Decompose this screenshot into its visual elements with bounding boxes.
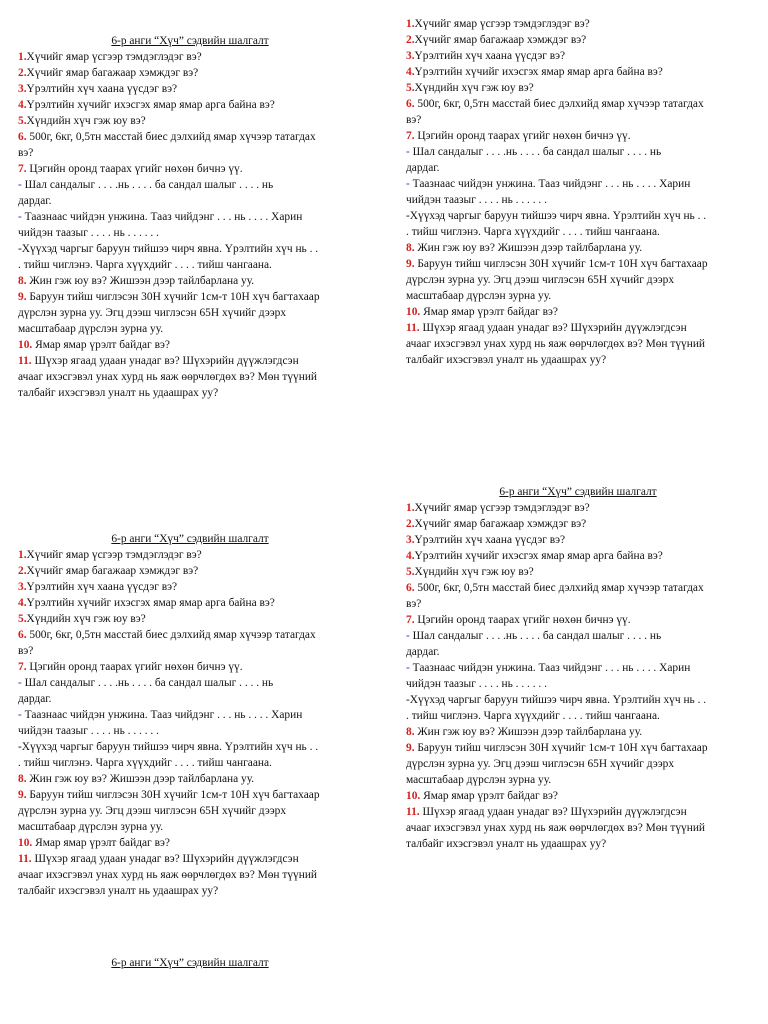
quiz-title: 6-р анги “Хүч” сэдвийн шалгалт <box>111 957 269 969</box>
fill-text: дардаг. <box>406 162 440 174</box>
question-number: 11. <box>406 322 420 334</box>
question-number: 6. <box>18 629 27 641</box>
question-line <box>406 564 750 580</box>
question-text: талбайг ихэсгэвэл уналт нь удаашрах уу? <box>406 354 607 366</box>
question-number: 5. <box>18 115 27 127</box>
fill-line <box>18 257 362 273</box>
question-line <box>18 113 362 129</box>
question-text: масштабаар дүрслэн зурна уу. <box>18 821 164 833</box>
question-text: Ямар ямар үрэлт байдаг вэ? <box>32 339 170 351</box>
question-text: Үрэлтийн хүчийг ихэсгэх ямар ямар арга байна вэ? <box>414 550 663 562</box>
question-number: 11. <box>18 853 32 865</box>
fill-line <box>406 660 750 676</box>
question-number: 2. <box>18 565 27 577</box>
question-line <box>406 288 750 304</box>
fill-text: чийдэн таазыг . . . . нь . . . . . . <box>406 194 547 206</box>
question-line <box>406 804 750 820</box>
question-line <box>18 771 362 787</box>
question-line <box>18 161 362 177</box>
question-text: Хүндийн хүч гэж юу вэ? <box>26 613 146 625</box>
fill-line <box>18 241 362 257</box>
question-line <box>18 65 362 81</box>
question-number: 1. <box>406 502 415 514</box>
dash-marker: - <box>406 146 410 158</box>
fill-line <box>406 176 750 192</box>
question-line <box>406 320 750 336</box>
question-text: 500г, 6кг, 0,5тн масстай биес дэлхийд ямар хүчээр татагдах <box>26 629 316 641</box>
question-number: 2. <box>406 518 415 530</box>
question-text: ачааг ихэсгэвэл унах хурд нь яаж өөрчлөгдөх вэ? Мөн түүний <box>406 822 706 834</box>
question-number: 2. <box>18 67 27 79</box>
question-number: 9. <box>18 291 27 303</box>
question-number: 7. <box>18 661 27 673</box>
question-text: 500г, 6кг, 0,5тн масстай биес дэлхийд ямар хүчээр татагдах <box>414 98 704 110</box>
question-number: 3. <box>406 534 415 546</box>
question-text: Хүчийг ямар үсгээр тэмдэглэдэг вэ? <box>26 51 202 63</box>
question-text: Хүндийн хүч гэж юу вэ? <box>414 566 534 578</box>
question-line <box>18 145 362 161</box>
question-line <box>406 772 750 788</box>
fill-text: дардаг. <box>406 646 440 658</box>
question-number: 9. <box>18 789 27 801</box>
question-line <box>18 273 362 289</box>
fill-text: Шал сандалыг . . . .нь . . . . ба сандал шалыг . . . . нь <box>21 677 274 689</box>
fill-text: Шал сандалыг . . . .нь . . . . ба сандал шалыг . . . . нь <box>409 630 662 642</box>
question-number: 10. <box>406 306 421 318</box>
question-line <box>406 516 750 532</box>
question-text: Жин гэж юу вэ? Жишээн дээр тайлбарлана уу. <box>414 726 643 738</box>
fill-text: . тийш чиглэнэ. Чарга хүүхдийг . . . . тийш чангаана. <box>406 226 660 238</box>
question-number: 3. <box>18 581 27 593</box>
question-line <box>18 385 362 401</box>
question-number: 4. <box>18 99 27 111</box>
question-line <box>406 128 750 144</box>
question-text: талбайг ихэсгэвэл уналт нь удаашрах уу? <box>406 838 607 850</box>
question-line <box>18 611 362 627</box>
fill-text: Шал сандалыг . . . .нь . . . . ба сандал шалыг . . . . нь <box>409 146 662 158</box>
fill-line <box>406 644 750 660</box>
fill-line <box>406 692 750 708</box>
question-number: 7. <box>406 130 415 142</box>
question-line <box>18 563 362 579</box>
question-line <box>18 659 362 675</box>
question-text: дүрслэн зурна уу. Эгц дээш чиглэсэн 65Н хүчийг дээрх <box>18 805 287 817</box>
question-line <box>18 883 362 899</box>
quiz-block-bottom-right <box>406 484 750 852</box>
question-number: 4. <box>406 550 415 562</box>
fill-text: дардаг. <box>18 195 52 207</box>
question-number: 10. <box>406 790 421 802</box>
question-line <box>18 97 362 113</box>
question-text: Шүхэр ягаад удаан унадаг вэ? Шүхэрийн дүүжлэгдсэн <box>31 853 299 865</box>
question-text: Баруун тийш чиглэсэн 30Н хүчийг 1см-т 10Н хүч багтахаар <box>414 258 708 270</box>
question-number: 8. <box>18 275 27 287</box>
dash-marker: - <box>18 211 22 223</box>
question-line <box>406 80 750 96</box>
question-text: ачааг ихэсгэвэл унах хурд нь яаж өөрчлөгдөх вэ? Мөн түүний <box>18 371 318 383</box>
question-text: Цэгийн оронд таарах үгийг нөхөн бичнэ үү. <box>414 130 631 142</box>
question-line <box>18 835 362 851</box>
question-number: 2. <box>406 34 415 46</box>
question-text: Хүндийн хүч гэж юу вэ? <box>414 82 534 94</box>
question-line <box>406 836 750 852</box>
question-line <box>406 532 750 548</box>
fill-text: . тийш чиглэнэ. Чарга хүүхдийг . . . . тийш чангаана. <box>406 710 660 722</box>
question-text: Үрэлтийн хүчийг ихэсгэх ямар ямар арга байна вэ? <box>26 99 275 111</box>
quiz-block-top-left <box>18 33 362 401</box>
question-text: Жин гэж юу вэ? Жишээн дээр тайлбарлана уу. <box>414 242 643 254</box>
question-text: Үрэлтийн хүчийг ихэсгэх ямар ямар арга байна вэ? <box>26 597 275 609</box>
fill-text: -Хүүхэд чаргыг баруун тийшээ чирч явна. Үрэлтийн хүч нь . . <box>406 694 707 706</box>
quiz-title: 6-р анги “Хүч” сэдвийн шалгалт <box>111 533 269 545</box>
question-text: Баруун тийш чиглэсэн 30Н хүчийг 1см-т 10Н хүч багтахаар <box>26 789 320 801</box>
fill-line <box>18 739 362 755</box>
question-line <box>406 16 750 32</box>
dash-marker: - <box>18 677 22 689</box>
question-line <box>18 289 362 305</box>
question-text: Баруун тийш чиглэсэн 30Н хүчийг 1см-т 10Н хүч багтахаар <box>26 291 320 303</box>
question-number: 8. <box>406 242 415 254</box>
question-text: Цэгийн оронд таарах үгийг нөхөн бичнэ үү. <box>26 163 243 175</box>
question-number: 4. <box>406 66 415 78</box>
fill-text: Таазнаас чийдэн унжина. Тааз чийдэнг . . . нь . . . . Харин <box>409 178 691 190</box>
fill-text: чийдэн таазыг . . . . нь . . . . . . <box>406 678 547 690</box>
question-line <box>18 337 362 353</box>
question-line <box>18 787 362 803</box>
fill-line <box>406 676 750 692</box>
question-number: 6. <box>18 131 27 143</box>
question-line <box>18 867 362 883</box>
question-text: масштабаар дүрслэн зурна уу. <box>406 290 552 302</box>
fill-text: . тийш чиглэнэ. Чарга хүүхдийг . . . . тийш чангаана. <box>18 757 272 769</box>
question-number: 1. <box>18 549 27 561</box>
question-text: ачааг ихэсгэвэл унах хурд нь яаж өөрчлөгдөх вэ? Мөн түүний <box>406 338 706 350</box>
question-text: Хүндийн хүч гэж юу вэ? <box>26 115 146 127</box>
question-text: Ямар ямар үрэлт байдаг вэ? <box>420 790 558 802</box>
question-text: Хүчийг ямар багажаар хэмждэг вэ? <box>26 565 199 577</box>
question-number: 10. <box>18 339 33 351</box>
question-line <box>18 321 362 337</box>
question-line <box>406 48 750 64</box>
question-line <box>406 352 750 368</box>
question-text: Баруун тийш чиглэсэн 30Н хүчийг 1см-т 10Н хүч багтахаар <box>414 742 708 754</box>
question-line <box>406 112 750 128</box>
fill-text: чийдэн таазыг . . . . нь . . . . . . <box>18 227 159 239</box>
question-number: 7. <box>18 163 27 175</box>
fill-line <box>18 193 362 209</box>
question-line <box>406 756 750 772</box>
question-number: 9. <box>406 258 415 270</box>
question-line <box>18 579 362 595</box>
fill-line <box>18 707 362 723</box>
question-line <box>406 724 750 740</box>
question-text: масштабаар дүрслэн зурна уу. <box>406 774 552 786</box>
question-text: Шүхэр ягаад удаан унадаг вэ? Шүхэрийн дүүжлэгдсэн <box>419 322 687 334</box>
question-number: 9. <box>406 742 415 754</box>
quiz-title: 6-р анги “Хүч” сэдвийн шалгалт <box>111 35 269 47</box>
question-text: талбайг ихэсгэвэл уналт нь удаашрах уу? <box>18 387 219 399</box>
question-number: 10. <box>18 837 33 849</box>
fill-line <box>406 708 750 724</box>
question-text: Шүхэр ягаад удаан унадаг вэ? Шүхэрийн дүүжлэгдсэн <box>419 806 687 818</box>
question-text: Хүчийг ямар үсгээр тэмдэглэдэг вэ? <box>26 549 202 561</box>
question-line <box>18 49 362 65</box>
question-number: 6. <box>406 98 415 110</box>
question-number: 4. <box>18 597 27 609</box>
fill-line <box>18 225 362 241</box>
question-text: дүрслэн зурна уу. Эгц дээш чиглэсэн 65Н хүчийг дээрх <box>406 274 675 286</box>
question-text: вэ? <box>18 645 34 657</box>
dash-marker: - <box>18 179 22 191</box>
question-line <box>406 580 750 596</box>
question-text: Хүчийг ямар үсгээр тэмдэглэдэг вэ? <box>414 18 590 30</box>
question-text: 500г, 6кг, 0,5тн масстай биес дэлхийд ямар хүчээр татагдах <box>414 582 704 594</box>
question-text: Үрэлтийн хүчийг ихэсгэх ямар ямар арга байна вэ? <box>414 66 663 78</box>
question-text: Хүчийг ямар багажаар хэмждэг вэ? <box>26 67 199 79</box>
question-number: 6. <box>406 582 415 594</box>
question-line <box>406 548 750 564</box>
fill-line <box>406 628 750 644</box>
question-text: талбайг ихэсгэвэл уналт нь удаашрах уу? <box>18 885 219 897</box>
question-text: Цэгийн оронд таарах үгийг нөхөн бичнэ үү. <box>414 614 631 626</box>
fill-text: дардаг. <box>18 693 52 705</box>
fill-text: чийдэн таазыг . . . . нь . . . . . . <box>18 725 159 737</box>
fill-line <box>18 723 362 739</box>
fill-text: -Хүүхэд чаргыг баруун тийшээ чирч явна. Үрэлтийн хүч нь . . <box>406 210 707 222</box>
question-text: Хүчийг ямар үсгээр тэмдэглэдэг вэ? <box>414 502 590 514</box>
fill-line <box>406 208 750 224</box>
question-number: 5. <box>406 566 415 578</box>
question-number: 1. <box>18 51 27 63</box>
question-text: масштабаар дүрслэн зурна уу. <box>18 323 164 335</box>
question-line <box>18 803 362 819</box>
question-line <box>18 819 362 835</box>
question-line <box>18 627 362 643</box>
question-text: дүрслэн зурна уу. Эгц дээш чиглэсэн 65Н хүчийг дээрх <box>406 758 675 770</box>
question-line <box>406 500 750 516</box>
question-text: дүрслэн зурна уу. Эгц дээш чиглэсэн 65Н хүчийг дээрх <box>18 307 287 319</box>
question-text: Жин гэж юу вэ? Жишээн дээр тайлбарлана уу. <box>26 773 255 785</box>
fill-text: -Хүүхэд чаргыг баруун тийшээ чирч явна. Үрэлтийн хүч нь . . <box>18 243 319 255</box>
question-line <box>18 595 362 611</box>
question-text: Хүчийг ямар багажаар хэмждэг вэ? <box>414 34 587 46</box>
fill-line <box>406 192 750 208</box>
question-number: 5. <box>18 613 27 625</box>
question-line <box>406 788 750 804</box>
fill-text: -Хүүхэд чаргыг баруун тийшээ чирч явна. Үрэлтийн хүч нь . . <box>18 741 319 753</box>
question-text: вэ? <box>406 598 422 610</box>
question-text: Ямар ямар үрэлт байдаг вэ? <box>32 837 170 849</box>
dash-marker: - <box>406 178 410 190</box>
fill-text: Таазнаас чийдэн унжина. Тааз чийдэнг . . . нь . . . . Харин <box>409 662 691 674</box>
question-line <box>18 547 362 563</box>
question-line <box>406 740 750 756</box>
fill-line <box>406 144 750 160</box>
fill-text: Таазнаас чийдэн унжина. Тааз чийдэнг . . . нь . . . . Харин <box>21 709 303 721</box>
fill-line <box>406 224 750 240</box>
dash-marker: - <box>406 630 410 642</box>
question-line <box>18 129 362 145</box>
fill-line <box>406 160 750 176</box>
question-text: Жин гэж юу вэ? Жишээн дээр тайлбарлана уу. <box>26 275 255 287</box>
question-text: Шүхэр ягаад удаан унадаг вэ? Шүхэрийн дүүжлэгдсэн <box>31 355 299 367</box>
question-text: Үрэлтийн хүч хаана үүсдэг вэ? <box>26 581 178 593</box>
question-text: вэ? <box>406 114 422 126</box>
question-line <box>18 353 362 369</box>
question-text: вэ? <box>18 147 34 159</box>
question-line <box>406 64 750 80</box>
question-line <box>406 304 750 320</box>
dash-marker: - <box>406 662 410 674</box>
fill-line <box>18 177 362 193</box>
question-number: 11. <box>406 806 420 818</box>
fill-line <box>18 755 362 771</box>
fill-text: Таазнаас чийдэн унжина. Тааз чийдэнг . . . нь . . . . Харин <box>21 211 303 223</box>
question-line <box>18 643 362 659</box>
question-line <box>406 336 750 352</box>
question-text: 500г, 6кг, 0,5тн масстай биес дэлхийд ямар хүчээр татагдах <box>26 131 316 143</box>
question-number: 5. <box>406 82 415 94</box>
question-line <box>18 81 362 97</box>
question-line <box>406 596 750 612</box>
fill-text: Шал сандалыг . . . .нь . . . . ба сандал шалыг . . . . нь <box>21 179 274 191</box>
question-text: Ямар ямар үрэлт байдаг вэ? <box>420 306 558 318</box>
quiz-block-footer <box>18 955 362 971</box>
quiz-block-top-right <box>406 16 750 368</box>
fill-line <box>18 675 362 691</box>
question-text: Хүчийг ямар багажаар хэмждэг вэ? <box>414 518 587 530</box>
quiz-block-bottom-left <box>18 531 362 899</box>
question-line <box>406 240 750 256</box>
question-number: 11. <box>18 355 32 367</box>
dash-marker: - <box>18 709 22 721</box>
question-line <box>406 256 750 272</box>
fill-text: . тийш чиглэнэ. Чарга хүүхдийг . . . . тийш чангаана. <box>18 259 272 271</box>
question-number: 8. <box>18 773 27 785</box>
question-line <box>406 820 750 836</box>
question-text: ачааг ихэсгэвэл унах хурд нь яаж өөрчлөгдөх вэ? Мөн түүний <box>18 869 318 881</box>
question-number: 3. <box>406 50 415 62</box>
question-line <box>18 851 362 867</box>
fill-line <box>18 209 362 225</box>
question-text: Үрэлтийн хүч хаана үүсдэг вэ? <box>414 50 566 62</box>
question-text: Цэгийн оронд таарах үгийг нөхөн бичнэ үү. <box>26 661 243 673</box>
question-number: 7. <box>406 614 415 626</box>
question-line <box>406 272 750 288</box>
fill-line <box>18 691 362 707</box>
question-line <box>406 96 750 112</box>
question-text: Үрэлтийн хүч хаана үүсдэг вэ? <box>414 534 566 546</box>
question-line <box>18 305 362 321</box>
question-number: 8. <box>406 726 415 738</box>
quiz-title: 6-р анги “Хүч” сэдвийн шалгалт <box>499 486 657 498</box>
question-line <box>406 612 750 628</box>
question-line <box>18 369 362 385</box>
question-number: 1. <box>406 18 415 30</box>
question-number: 3. <box>18 83 27 95</box>
question-line <box>406 32 750 48</box>
question-text: Үрэлтийн хүч хаана үүсдэг вэ? <box>26 83 178 95</box>
